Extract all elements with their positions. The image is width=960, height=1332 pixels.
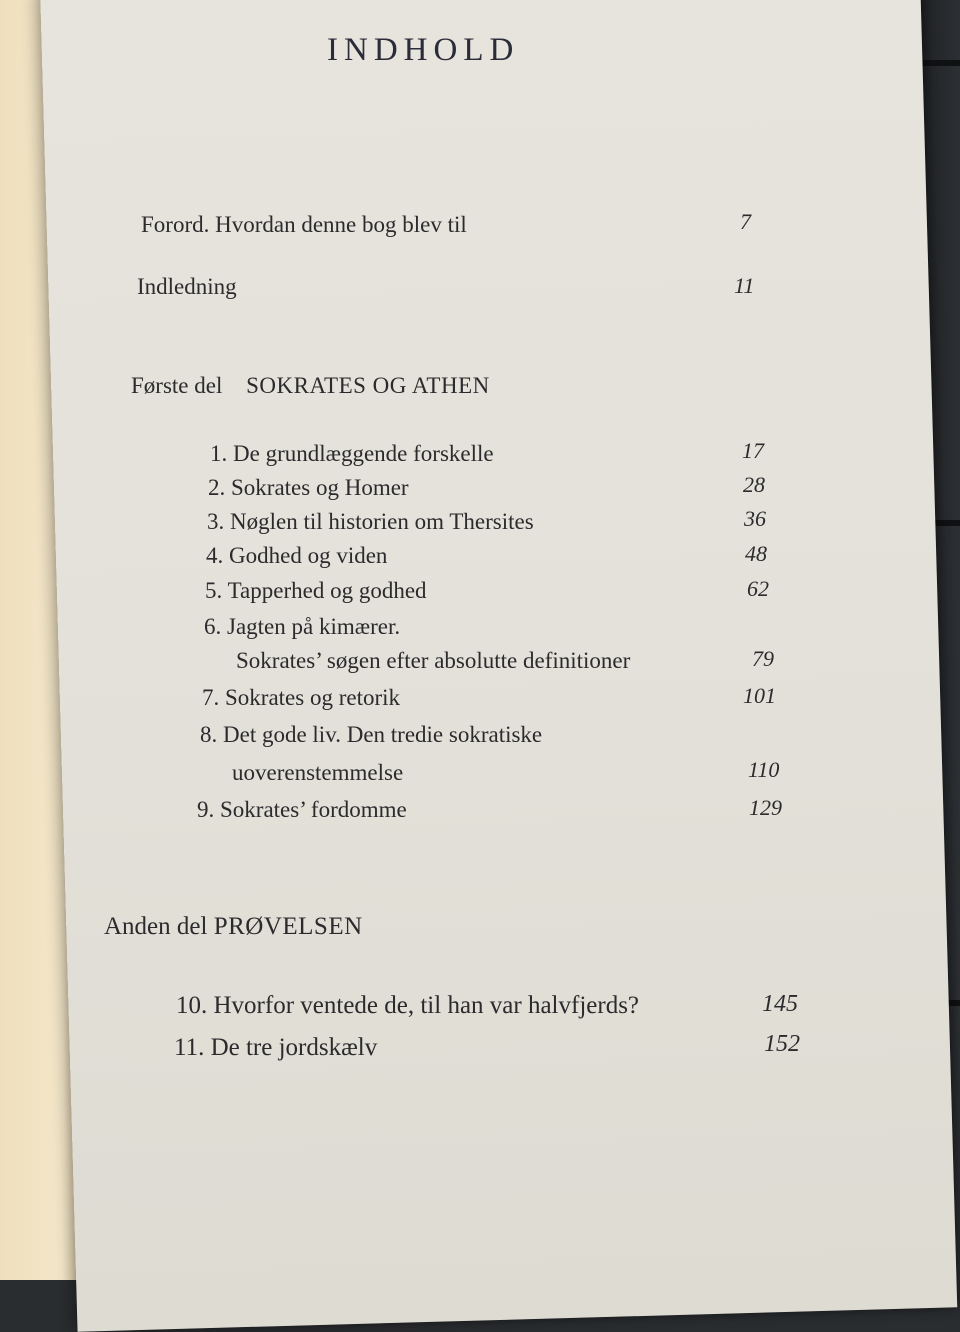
page-number: 79: [752, 646, 774, 671]
chapter-title: Tapperhed og godhed: [227, 578, 427, 603]
part-heading-2: [104, 913, 363, 941]
part-prefix: Anden del: [104, 913, 208, 940]
page-number: 28: [743, 472, 765, 497]
chapter-entry: [200, 722, 542, 748]
page-number: 36: [744, 506, 766, 531]
chapter-title: Sokrates og retorik: [225, 685, 401, 710]
chapter-number: 5.: [205, 578, 223, 603]
page-number: 48: [745, 541, 767, 566]
chapter-title: Sokrates og Homer: [231, 475, 409, 500]
chapter-number: 11.: [174, 1034, 205, 1061]
chapter-number: 7.: [202, 685, 220, 710]
part-title: PRØVELSEN: [213, 913, 363, 940]
part-title: SOKRATES OG ATHEN: [246, 373, 490, 398]
entry-label: Indledning: [137, 274, 237, 299]
entry-label: Forord. Hvordan denne bog blev til: [141, 212, 467, 237]
chapter-title: Godhed og viden: [229, 543, 388, 568]
page-number: 110: [748, 757, 780, 782]
chapter-number: 2.: [208, 475, 226, 500]
chapter-number: 8.: [200, 722, 218, 747]
chapter-entry: [202, 685, 400, 711]
chapter-title: De tre jordskælv: [210, 1034, 378, 1061]
chapter-title: Sokrates’ fordomme: [220, 797, 407, 822]
chapter-title: De grundlæggende forskelle: [233, 441, 494, 466]
chapter-title: Det gode liv. Den tredie sokratiske: [223, 722, 543, 747]
chapter-title: Hvorfor ventede de, til han var halvfjerds?: [213, 992, 640, 1019]
chapter-title: Nøglen til historien om Thersites: [230, 509, 534, 534]
chapter-number: 10.: [176, 992, 208, 1019]
page-number: 7: [740, 209, 751, 234]
chapter-entry: [204, 614, 400, 640]
chapter-entry: [197, 797, 407, 823]
chapter-number: 3.: [207, 509, 225, 534]
toc-title: INDHOLD: [327, 32, 520, 68]
chapter-entry-continuation: [236, 648, 630, 674]
toc-entry-introduction: [137, 274, 237, 300]
page-number: 145: [762, 991, 798, 1017]
page-number: 129: [749, 795, 782, 820]
page-number: 101: [743, 683, 776, 708]
page-number: 11: [734, 273, 755, 298]
chapter-entry: [208, 475, 409, 501]
chapter-number: 4.: [206, 543, 224, 568]
chapter-number: 9.: [197, 797, 215, 822]
part-prefix: Første del: [131, 373, 223, 398]
page-number: 62: [747, 576, 769, 601]
chapter-entry: [205, 578, 427, 604]
part-heading-1: [131, 373, 490, 399]
chapter-entry: [207, 509, 534, 535]
chapter-entry: [206, 543, 387, 569]
chapter-number: 6.: [204, 614, 222, 639]
toc-entry-foreword: [141, 212, 467, 238]
chapter-title: Jagten på kimærer.: [227, 614, 401, 639]
chapter-entry: [176, 992, 639, 1020]
page-number: 152: [764, 1031, 800, 1057]
page-number: 17: [742, 438, 764, 463]
chapter-number: 1.: [210, 441, 228, 466]
chapter-entry: [210, 441, 494, 467]
chapter-title-line2: uoverenstemmelse: [232, 760, 404, 785]
chapter-title-line2: Sokrates’ søgen efter absolutte definitioner: [236, 648, 631, 673]
chapter-entry: [174, 1034, 377, 1062]
chapter-entry-continuation: [232, 760, 403, 786]
